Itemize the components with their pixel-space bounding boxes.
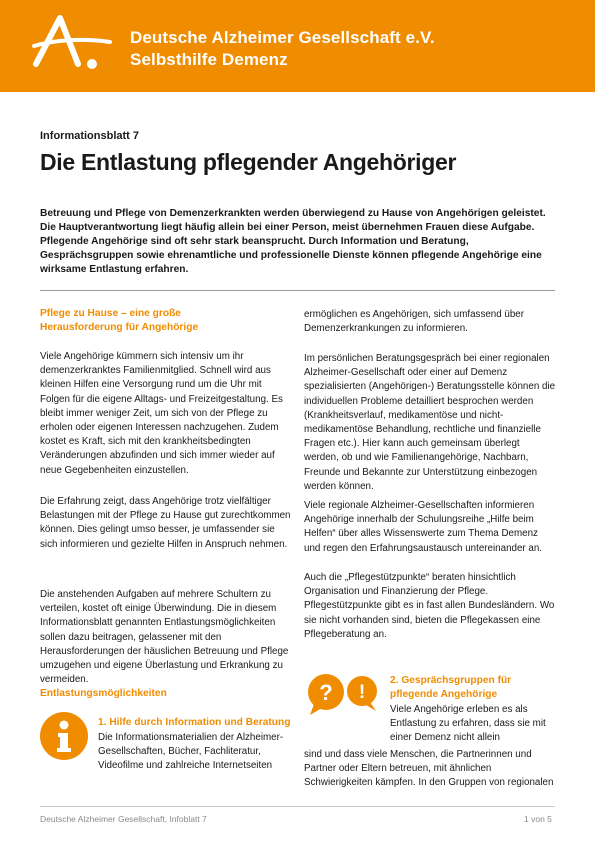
body-paragraph: ermöglichen es Angehörigen, sich umfassend über Demenzerkrankungen zu informieren. xyxy=(304,309,525,335)
section-title-home-care: Pflege zu Hause – eine große Herausforderung für Angehörige xyxy=(40,308,199,333)
document-label: Informationsblatt 7 xyxy=(40,130,140,142)
svg-text:!: ! xyxy=(358,682,366,703)
alzheimer-a-logo-icon xyxy=(32,12,114,78)
intro-paragraph: Betreuung und Pflege von Demenzerkrankten werden überwiegend zu Hause von Angehörigen geleistet. Die Hauptverantwortung liegt häufig allein bei einer Person, meist übernehmen Frauen diese Aufgabe. Pflegende Angehörige sind oft sehr stark beansprucht. Durch Information und Beratung, Gesprächsgruppen sowie ehrenamtliche und professionelle Dienste können pflegende Angehörige eine wirksame Entlastung erfahren. xyxy=(40,208,546,275)
page-number: 1 von 5 xyxy=(524,814,552,824)
footer-divider xyxy=(40,806,555,807)
info-icon xyxy=(40,712,88,760)
body-paragraph: Die Erfahrung zeigt, dass Angehörige trotz vielfältiger Belastungen mit der Pflege zu Hause gut zurechtkommen können. Dies gelingt umso besser, je umfassender sie sich informieren und gezielte Hilfen in Anspruch nehmen. xyxy=(40,496,291,550)
body-paragraph: Die Informationsmaterialien der Alzheimer-Gesellschaften, Bücher, Fachliteratur, Videofilme und zahlreiche Internetseiten xyxy=(98,732,284,772)
body-paragraph: Viele Angehörige kümmern sich intensiv um ihr demenzerkranktes Familienmitglied. Schnell wird aus kleinen Hilfen eine Versorgung rund um die Uhr mit Folgen für die eigene Alltags- und Freizeitgestaltung. Es bleibt immer weniger Zeit, um sich von der Pflege zu erholen oder eigenen Interessen nachzugehen. Zudem kostet es Kraft, sich mit den krankheitsbedingten Veränderungen abzufinden und sich immer wieder auf neue Gegebenheiten einzustellen. xyxy=(40,351,283,476)
body-paragraph: Im persönlichen Beratungsgespräch bei einer regionalen Alzheimer-Gesellschaft oder einer auf Demenz spezialisierten (Angehörigen-) Beratungsstelle können die individuellen Probleme detailliert besprochen werden (Krankheitsverlauf, medikamentöse und nicht-medikamentöse Behandlung, rechtliche und finanzielle Fragen etc.). Hier kann auch gemeinsam überlegt werden, ob und wie Familienangehörige, Nachbarn, Freunde und Bekannte zur Unterstützung einbezogen werden können. xyxy=(304,353,556,492)
svg-text:?: ? xyxy=(319,680,333,705)
section-title-relief-options: Entlastungsmöglichkeiten xyxy=(40,688,167,699)
item-title-information: 1. Hilfe durch Information und Beratung xyxy=(98,717,291,728)
organization-name: Deutsche Alzheimer Gesellschaft e.V. xyxy=(130,28,435,47)
speech-bubbles-icon xyxy=(304,671,384,721)
page-title: Die Entlastung pflegender Angehöriger xyxy=(40,149,457,175)
body-paragraph: Viele regionale Alzheimer-Gesellschaften informieren Angehörige innerhalb der Schulungsreihe „Hilfe beim Helfen“ über alles Wissenswerte zum Thema Demenz und regen den Erfahrungsaustausch untereinander an. xyxy=(304,500,543,554)
header-banner xyxy=(0,0,595,92)
footer-source: Deutsche Alzheimer Gesellschaft, Infoblatt 7 xyxy=(40,814,207,824)
body-paragraph: sind und dass viele Menschen, die Partnerinnen und Partner oder Eltern betreuen, mit ähnlichen Schwierigkeiten kämpfen. In den Gruppen von regionalen xyxy=(304,749,554,789)
item-title-discussion-groups: 2. Gesprächsgruppen für pflegende Angehörige xyxy=(390,675,512,700)
body-paragraph: Viele Angehörige erleben es als Entlastung zu erfahren, dass sie mit einer Demenz nicht allein xyxy=(390,704,546,744)
body-paragraph: Auch die „Pflegestützpunkte“ beraten hinsichtlich Organisation und Finanzierung der Pflege. Pflegestützpunkte gibt es in fast allen Bundesländern. Wo sie nicht vorhanden sind, bieten die Pflegekassen eine Pflegeberatung an. xyxy=(304,572,555,640)
section-divider xyxy=(40,290,555,291)
organization-tagline: Selbsthilfe Demenz xyxy=(130,50,288,69)
body-paragraph: Die anstehenden Aufgaben auf mehrere Schultern zu verteilen, kostet oft einige Überwindung. Die in diesem Informationsblatt genannten Entlastungsmöglichkeiten sollen dazu beitragen, gelassener mit den Herausforderungen der häuslichen Betreuung und Pflege umzugehen und eigene Überlastung und Erkrankung zu vermeiden. xyxy=(40,589,289,686)
